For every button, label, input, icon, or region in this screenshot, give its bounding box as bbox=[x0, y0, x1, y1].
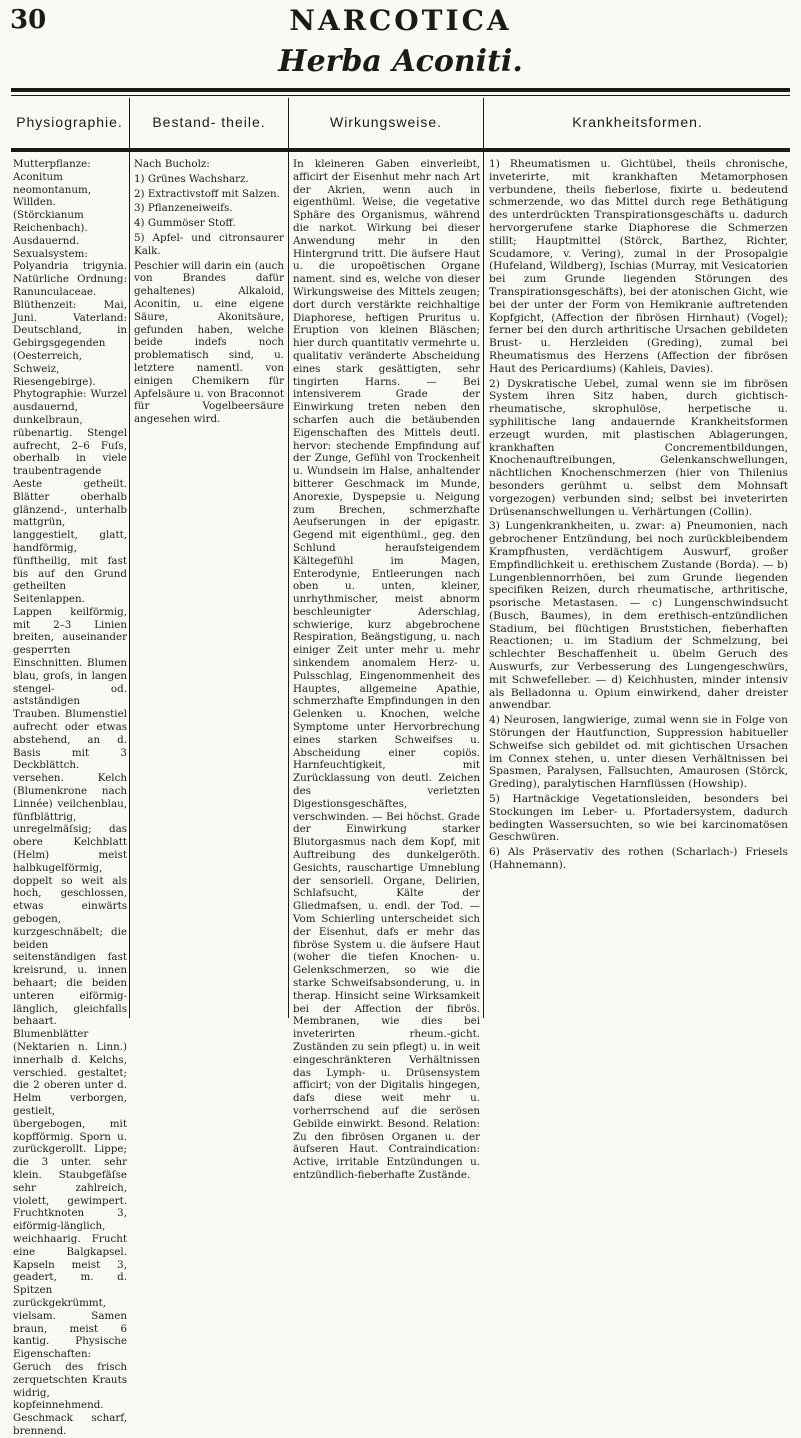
page-number: 30 bbox=[10, 5, 47, 35]
disease-entry: 1) Rheumatismen u. Gichtübel, theils chronische, inveterirte, mit krankhaften Metamorphosen verbundene, theils fieberlose, fixirte u. bedeutend schmerzende, wo das Mittel durch rege Bethätigung des unterdrückten Transpirationsgeschäfts u. dadurch hervorgerufene starke Diaphorese die Schmerzen stillt; Hauptmittel (Störck, Barthez, Richter, Scudamore, v. Vering), zumal in der Prosopalgie (Hufeland, Wildberg), Ischias (Murray, mit Vesicatorien bei zum Grunde liegenden Störungen des Transpirationsgeschäfts), bei der atonischen Gicht, wie bei der unter der Form von Hemikranie auftretenden Kopfgicht, (Affection der fibrösen Hirnhaut) (Vogel); ferner bei den durch arthritische Ursachen gebildeten Brust- u. Herzleiden (Greding), zumal bei Rheumatismus des Herzens (Affection der fibrösen Haut des Pericardiums) (Kahleis, Davies). bbox=[489, 158, 788, 375]
constituents-column bbox=[134, 158, 284, 1020]
column-header-physiography: Physiographie. bbox=[16, 113, 123, 130]
disease-entry: 5) Hartnäckige Vegetationsleiden, besonders bei Stockungen im Leber- u. Pfortadersystem, dadurch bedingten Wassersuchten, so wie bei karcinomatösen Geschwüren. bbox=[489, 793, 788, 844]
column-header-diseases: Krankheitsformen. bbox=[572, 113, 703, 130]
column-header-effects: Wirkungsweise. bbox=[329, 113, 443, 130]
diseases-column bbox=[489, 158, 788, 1020]
constituents-text: 4) Gummöser Stoff. bbox=[134, 217, 236, 230]
constituents-text: 2) Extractivstoff mit Salzen. bbox=[134, 187, 280, 200]
title-rule-thick bbox=[11, 88, 790, 92]
effects-text: In kleineren Gaben einverleibt, afficirt der Eisenhut mehr nach Art der Akrien, wenn auch in eigenthüml. Weise, die vegetative Sphäre des Organismus, während die narkot. Wirkung bei dieser Anwendung mehr in den Hintergrund tritt. Die äufsere Haut u. die uropoëtischen Organe nament. sind es, welche von dieser Wirkungsweise des Mittels zeugen; dort durch verstärkte reichhaltige Diaphorese, heftigen Pruritus u. Eruption von kleinen Bläschen; hier durch quantitativ vermehrte u. qualitativ veränderte Abscheidung eines stark gesättigten, sehr tingirten Harns. — Bei intensiverem Grade der Einwirkung treten neben den scharfen auch die betäubenden Eigenschaften des Mittels deutl. hervor: stechende Empfindung auf der Zunge, Gefühl von Trockenheit u. Wundsein im Halse, anhaltender bitterer Geschmack im Munde, Anorexie, Dyspepsie u. Neigung zum Brechen, schmerzhafte Aeufserungen in der epigastr. Gegend mit eigenthüml., geg. den Schlund heraufsteigendem Kältegefühl im Magen, Enterodynie, Entleerungen nach oben u. unten, kleiner, unrhythmischer, meist abnorm beschleunigter Aderschlag, schwierige, kurz abgebrochene Respiration, Beängstigung, u. nach einiger Zeit unter mehr u. mehr sinkendem anomalem Herz- u. Pulsschlag, Eingenommenheit des Hauptes, allgemeine Apathie, schmerzhafte Empfindungen in den Gelenken u. Knochen, welche Symptome unter Hervorbrechung eines starken Schweifses u. Abscheidung einer copiös. Harnfeuchtigkeit, mit Zurücklassung von deutl. Zeichen des verletzten Digestionsgeschäftes, verschwinden. — Bei höchst. Grade der Einwirkung starker Blutorgasmus nach dem Kopf, mit Auftreibung des dunkelgeröth. Gesichts, rauschartige Umneblung der sensoriell. Organe, Delirien, Schlafsucht, Kälte der Gliedmafsen, u. endl. der Tod. — Vom Schierling unterscheidet sich der Eisenhut, dafs er mehr das fibröse System u. die äufsere Haut (woher die tiefen Knochen- u. Gelenkschmerzen, so wie die starke Schweifsabsonderung, u. in therap. Hinsicht seine Wirksamkeit bei der Affection der fibrös. Membranen, wie dies bei inveterirten rheum.-gicht. Zuständen zu sein pflegt) u. in weit eingeschränkteren Verhältnissen das Lymph- u. Drüsensystem afficirt; von der Digitalis hingegen, dafs diese weit mehr u. vorherrschend auf die serösen Gebilde einwirkt. Besond. Relation: Zu den fibrösen Organen u. der äufseren Haut. Contraindication: Active, irritable Entzündungen u. entzündlich-fieberhafte Zustände. bbox=[293, 158, 480, 1181]
disease-entry: 3) Lungenkrankheiten, u. zwar: a) Pneumonien, nach gebrochener Entzündung, bei noch zurückbleibendem Krampfhusten, verdächtigem Auswurf, großer Empfindlichkeit u. erethischem Zustande (Borda). — b) Lungenblennorrhöen, bei zum Grunde liegenden specifiken Reizen, durch rheumatische, arthritische, psorische Metastasen. — c) Lungenschwindsucht (Busch, Baumes), in dem erethisch-entzündlichen Stadium, bei flüchtigen Bruststichen, fieberhaften Reactionen; u. im Stadium der Schmelzung, bei schlechter Beschaffenheit u. übelm Geruch des Auswurfs, zur Verbesserung des Lungengeschwürs, mit Schwefelleber. — d) Keichhusten, minder intensiv als Belladonna u. Opium einwirkend, daher dreister anwendbar. bbox=[489, 520, 788, 712]
constituents-text: 3) Pflanzeneiweifs. bbox=[134, 202, 233, 215]
constituents-text: 1) Grünes Wachsharz. bbox=[134, 172, 249, 185]
physiography-text: Mutterpflanze: Aconitum neomontanum, Willden. (Störckianum Reichenbach). Ausdauernd. Sexualsystem: Polyandria trigynia. Natürliche Ordnung: Ranunculaceae. Blüthenzeit: Mai, Juni. Vaterland: Deutschland, in Gebirgsgegenden (Oesterreich, Schweiz, Riesengebirge). Phytographie: Wurzel ausdauernd, dunkelbraun, rübenartig. Stengel aufrecht, 2–6 Fuſs, oberhalb in viele traubentragende Aeste getheilt. Blätter oberhalb glänzend-, unterhalb mattgrün, langgestielt, glatt, handförmig, fünftheilig, mit fast bis auf den Grund getheilten Seitenlappen. Lappen keilförmig, mit 2–3 Linien breiten, auseinander gesperrten Einschnitten. Blumen blau, groſs, in langen stengel- od. astständigen Trauben. Blumenstiel aufrecht oder etwas abstehend, an d. Basis mit 3 Deckblättch. versehen. Kelch (Blumenkrone nach Linnée) veilchenblau, fünfblättrig, unregelmäſsig; das obere Kelchblatt (Helm) meist halbkugelförmig, doppelt so weit als hoch, geschlossen, etwas einwärts gebogen, kurzgeschnäbelt; die beiden seitenständigen fast kreisrund, u. innen behaart; die beiden unteren eiförmig-länglich, gleichfalls behaart. Blumenblätter (Nektarien n. Linn.) innerhalb d. Kelchs, verschied. gestaltet; die 2 oberen unter d. Helm verborgen, gestielt, übergebogen, mit kopfförmig. Sporn u. zurückgerollt. Lippe; die 3 unter. sehr klein. Staubgefäſse sehr zahlreich, violett, gewimpert. Fruchtknoten 3, eiförmig-länglich, weichhaarig. Frucht eine Balgkapsel. Kapseln meist 3, geadert, m. d. Spitzen zurückgekrümmt, vielsam. Samen braun, meist 6 kantig. Physische Eigenschaften: Geruch des frisch zerquetschten Krauts widrig, kopfeinnehmend. Geschmack scharf, brennend. bbox=[13, 158, 127, 1437]
disease-entry: 4) Neurosen, langwierige, zumal wenn sie in Folge von Störungen der Hautfunction, Suppression habitueller Schweifse sich gebildet od. mit gichtischen Ursachen im Connex stehen, u. unter diesen Verhältnissen bei Spasmen, Paralysen, Fallsuchten, Amaurosen (Störck, Greding), paralytischen Harnflüssen (Howship). bbox=[489, 714, 788, 791]
title-rule-thin bbox=[11, 95, 790, 96]
constituents-text: 5) Apfel- und citronsaurer Kalk. bbox=[134, 231, 284, 257]
section-title: NARCOTICA bbox=[289, 4, 512, 37]
disease-entry: 2) Dyskratische Uebel, zumal wenn sie im fibrösen System ihren Sitz haben, durch gichtisch-rheumatische, skrophulöse, herpetische u. syphilitische lang andauernde Krankheitsformen erzeugt wurden, mit plastischen Ablagerungen, krankhaften Concrementbildungen, Knochenauftreibungen, Gelenkanschwellungen, nächtlichen Knochenschmerzen (hier von Thilenius besonders gerühmt u. selbst dem Mohnsaft vorgezogen) verbunden sind; selbst bei inveterirten Drüsenanschwellungen u. Verhärtungen (Collin). bbox=[489, 377, 788, 518]
column-divider bbox=[129, 98, 130, 1018]
physiography-column bbox=[13, 158, 127, 1437]
disease-entry: 6) Als Präservativ des rothen (Scharlach-) Friesels (Hahnemann). bbox=[489, 846, 788, 872]
column-divider bbox=[288, 98, 289, 1018]
header-rule bbox=[11, 148, 790, 152]
constituents-text: Nach Bucholz: bbox=[134, 158, 210, 170]
effects-column bbox=[293, 158, 480, 1181]
page-title: Herba Aconiti. bbox=[278, 44, 523, 79]
column-divider bbox=[483, 98, 484, 1018]
column-header-constituents: Bestand- theile. bbox=[152, 113, 266, 130]
constituents-text: Peschier will darin ein (auch von Brandes dafür gehaltenes) Alkaloid, Aconitin, u. eine eigene Säure, Akonitsäure, gefunden haben, welche beide indefs noch problematisch sind, u. letztere namentl. von einigen Chemikern für Apfelsäure u. von Braconnot für Vogelbeersäure angesehen wird. bbox=[134, 259, 284, 426]
